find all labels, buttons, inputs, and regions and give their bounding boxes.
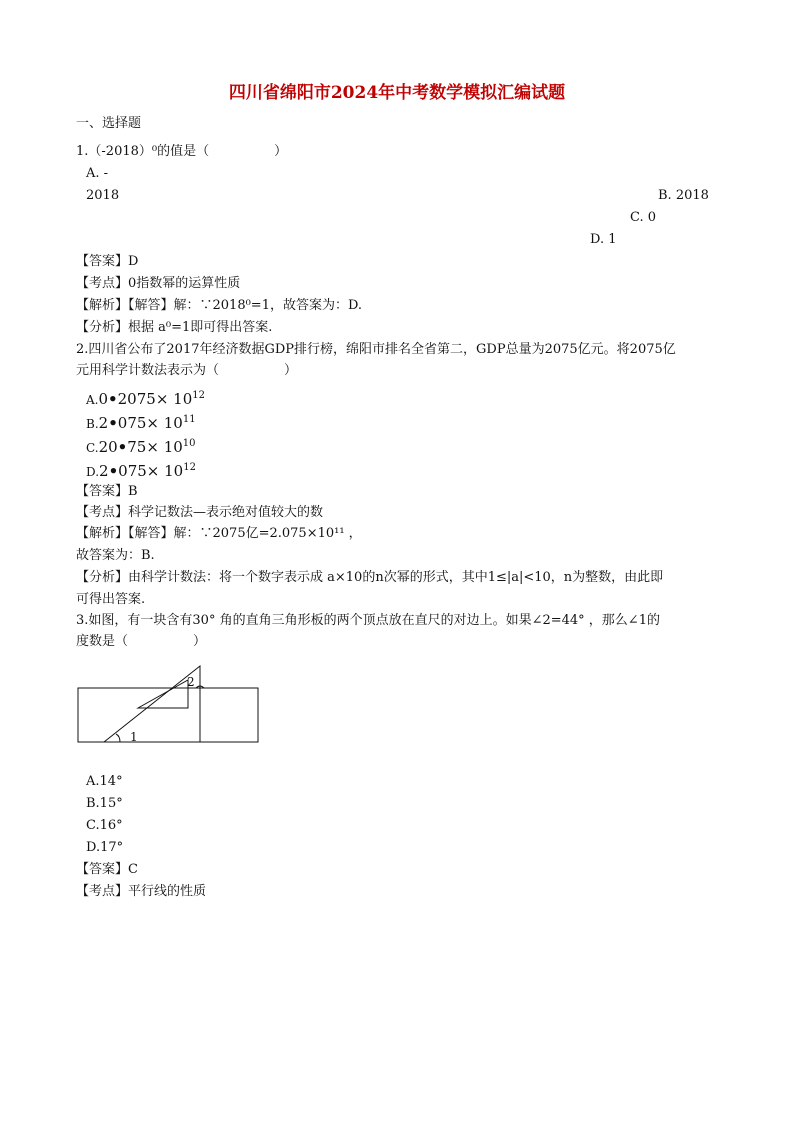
q3-option-a: A.14° bbox=[86, 774, 123, 789]
triangle-outer bbox=[104, 666, 200, 742]
q2-option-a: A.0•2075× $10^{12}$ bbox=[86, 390, 205, 408]
q3-stem-line2: 度数是（ ） bbox=[76, 634, 207, 649]
q3-option-b: B.15° bbox=[86, 796, 123, 811]
q2-conclusion: 故答案为：B. bbox=[76, 548, 155, 563]
q1-option-a-value: 2018 bbox=[86, 188, 120, 203]
q2-stem-line2: 元用科学计数法表示为（ ） bbox=[76, 363, 298, 378]
q3-option-d: D.17° bbox=[86, 840, 124, 855]
q1-method: 【分析】根据 a⁰=1即可得出答案. bbox=[76, 320, 273, 335]
q3-point: 【考点】平行线的性质 bbox=[76, 884, 207, 899]
ruler-rect bbox=[78, 688, 258, 742]
triangle-inner bbox=[138, 680, 188, 708]
q2-method-line2: 可得出答案. bbox=[76, 592, 146, 607]
q1-option-c: C. 0 bbox=[630, 210, 657, 225]
q1-option-a-label: A. - bbox=[86, 166, 109, 181]
q3-stem-line1: 3.如图，有一块含有30° 角的直角三角形板的两个顶点放在直尺的对边上。如果∠2=44° ，那么∠1的 bbox=[76, 613, 660, 628]
q3-option-c: C.16° bbox=[86, 818, 123, 833]
q1-option-b: B. 2018 bbox=[658, 188, 709, 203]
q2-analysis: 【解析】【解答】解：∵2075亿=2.075×10¹¹ ， bbox=[76, 526, 362, 541]
q2-method-line1: 【分析】由科学计数法：将一个数字表示成 a×10的n次幂的形式，其中1≤|a|<10，n为整数，由此即 bbox=[76, 570, 664, 585]
q2-answer: 【答案】B bbox=[76, 484, 138, 499]
q2-point: 【考点】科学记数法—表示绝对值较大的数 bbox=[76, 505, 324, 520]
q3-answer: 【答案】C bbox=[76, 862, 138, 877]
q1-answer: 【答案】D bbox=[76, 254, 139, 269]
q1-point: 【考点】0指数幂的运算性质 bbox=[76, 276, 241, 291]
figure-label-2: 2 bbox=[187, 675, 195, 689]
q1-option-d: D. 1 bbox=[590, 232, 617, 247]
document-title: 四川省绵阳市2024年中考数学模拟汇编试题 bbox=[228, 83, 566, 103]
figure-label-1: 1 bbox=[130, 730, 138, 744]
q2-stem-line1: 2.四川省公布了2017年经济数据GDP排行榜，绵阳市排名全省第二，GDP总量为2075亿元。将2075亿 bbox=[76, 342, 676, 357]
q1-analysis: 【解析】【解答】解：∵2018⁰=1，故答案为：D. bbox=[76, 298, 363, 313]
q1-stem: 1.（-2018）⁰的值是（ ） bbox=[76, 144, 288, 159]
q2-option-d: D.2•075× $10^{12}$ bbox=[86, 462, 196, 480]
ruler-triangle-figure bbox=[76, 662, 266, 748]
q2-option-b: B.2•075× $10^{11}$ bbox=[86, 414, 196, 432]
angle-1-arc bbox=[116, 734, 120, 742]
section-heading: 一、选择题 bbox=[76, 116, 142, 131]
q2-option-c: C.20•75× $10^{10}$ bbox=[86, 438, 196, 456]
